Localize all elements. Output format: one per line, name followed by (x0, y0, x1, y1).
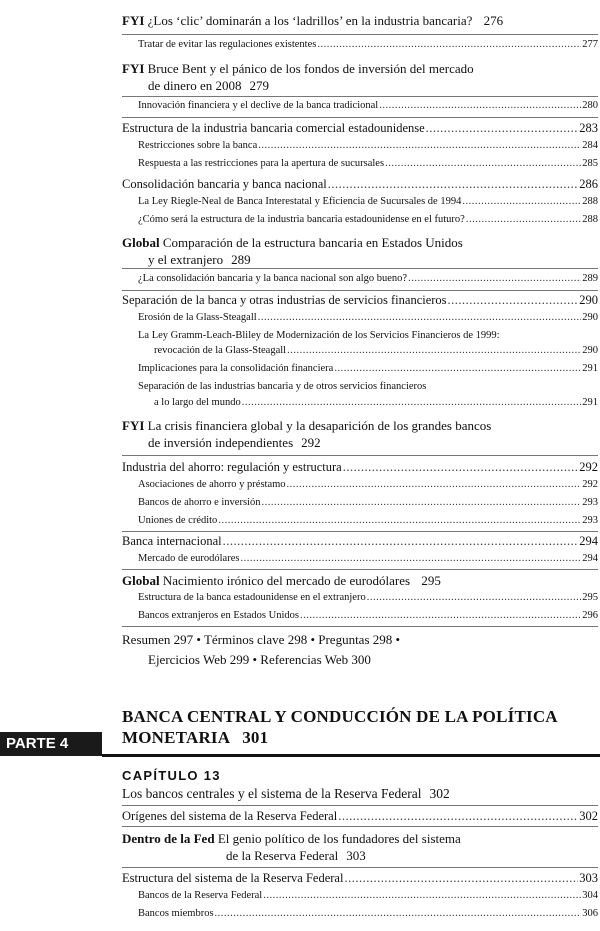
toc-entry[interactable]: Bancos de ahorro e inversión ..... 293 (138, 497, 598, 508)
toc-section[interactable]: Consolidación bancaria y banca nacional ..... 286 (122, 177, 598, 192)
toc-entry[interactable]: Separación de las industrias bancaria y de otros servicios financieros (138, 381, 427, 392)
toc-section[interactable]: Estructura de la industria bancaria comercial estadounidense ..... 283 (122, 121, 598, 136)
fyi-box-header (122, 12, 582, 29)
toc-section[interactable]: Orígenes del sistema de la Reserva Federal ..... 302 (122, 809, 598, 824)
inside-fed-box-header: Dentro de la Fed El genio político de los fundadores del sistema de la Reserva Federal 303 (122, 831, 461, 863)
toc-entry[interactable]: Erosión de la Glass-Steagall ..... 290 (138, 312, 598, 323)
fyi-box-header: FYI Bruce Bent y el pánico de los fondos de inversión del mercado de dinero en 2008 279 (122, 61, 474, 93)
divider (122, 569, 598, 570)
toc-entry[interactable]: La Ley Gramm-Leach-Bliley de Modernización de los Servicios Financieros de 1999: (138, 330, 500, 341)
fyi-title: ¿Los ‘clic’ dominarán a los ‘ladrillos’ en la industria bancaria? (147, 13, 473, 28)
toc-section[interactable]: Separación de la banca y otras industrias de servicios financieros ..... 290 (122, 293, 598, 308)
divider (122, 117, 598, 118)
chapter-title[interactable]: Los bancos centrales y el sistema de la Reserva Federal 302 (122, 786, 450, 801)
toc-section[interactable]: Estructura del sistema de la Reserva Federal ..... 303 (122, 871, 598, 886)
global-box-header: Global Nacimiento irónico del mercado de eurodólares 295 (122, 573, 441, 588)
divider (122, 96, 598, 97)
toc-entry[interactable]: Implicaciones para la consolidación financiera ..... 291 (138, 363, 598, 374)
toc-section[interactable]: Industria del ahorro: regulación y estructura ..... 292 (122, 460, 598, 475)
fyi-tag: FYI (122, 13, 145, 28)
divider (122, 268, 598, 269)
toc-entry[interactable]: Bancos de la Reserva Federal ..... 304 (138, 890, 598, 901)
toc-entry[interactable]: Bancos miembros ..... 306 (138, 908, 598, 919)
toc-entry[interactable]: Innovación financiera y el declive de la banca tradicional ..... 280 (138, 100, 598, 111)
toc-entry[interactable]: Tratar de evitar las regulaciones existentes ..... 277 (138, 39, 598, 50)
part-badge: PARTE 4 (0, 732, 102, 756)
divider (122, 826, 598, 827)
toc-entry[interactable]: ¿Cómo será la estructura de la industria bancaria estadounidense en el futuro? ..... 288 (138, 214, 598, 225)
chapter-label: CAPÍTULO 13 (122, 768, 221, 783)
fyi-box-header: FYI La crisis financiera global y la desaparición de los grandes bancos de inversión independientes 292 (122, 418, 492, 450)
toc-entry[interactable]: Mercado de eurodólares ..... 294 (138, 553, 598, 564)
divider (122, 290, 598, 291)
toc-entry[interactable]: Restricciones sobre la banca ..... 284 (138, 140, 598, 151)
toc-entry-continued[interactable]: revocación de la Glass-Steagall ..... 290 (154, 345, 598, 356)
toc-entry[interactable]: Asociaciones de ahorro y préstamo ..... 292 (138, 479, 598, 490)
toc-entry[interactable]: Uniones de crédito ..... 293 (138, 515, 598, 526)
divider (122, 867, 598, 868)
divider (122, 805, 598, 806)
toc-section[interactable]: Banca internacional ..... 294 (122, 534, 598, 549)
divider (122, 531, 598, 532)
toc-entry[interactable]: Bancos extranjeros en Estados Unidos ..... 296 (138, 610, 598, 621)
divider (122, 34, 598, 35)
toc-entry[interactable]: ¿La consolidación bancaria y la banca nacional son algo bueno? ..... 289 (138, 273, 598, 284)
toc-entry[interactable]: Estructura de la banca estadounidense en el extranjero ..... 295 (138, 592, 598, 603)
toc-entry[interactable]: La Ley Riegle-Neal de Banca Interestatal y Eficiencia de Sucursales de 1994 ..... 288 (138, 196, 598, 207)
toc-entry-continued[interactable]: a lo largo del mundo ..... 291 (154, 397, 598, 408)
chapter-end-summary: Resumen 297 • Términos clave 298 • Preguntas 298 • Ejercicios Web 299 • Referencias Web 300 (122, 632, 401, 667)
part-rule (102, 754, 600, 757)
part-title[interactable]: BANCA CENTRAL Y CONDUCCIÓN DE LA POLÍTICA MONETARIA 301 (122, 707, 558, 747)
divider (122, 626, 598, 627)
divider (122, 455, 598, 456)
fyi-page: 276 (483, 13, 504, 28)
toc-entry[interactable]: Respuesta a las restricciones para la apertura de sucursales ..... 285 (138, 158, 598, 169)
global-box-header: Global Comparación de la estructura bancaria en Estados Unidos y el extranjero 289 (122, 235, 463, 267)
